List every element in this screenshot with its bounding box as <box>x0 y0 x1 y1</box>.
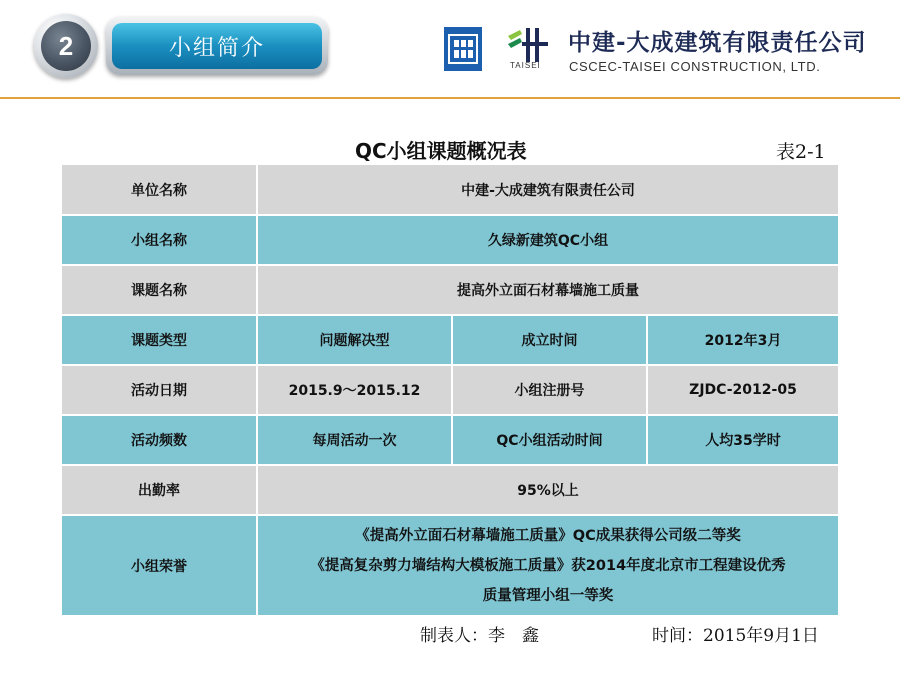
table-title: QC小组课题概况表 <box>355 139 527 163</box>
row-value-2: 2012年3月 <box>647 315 839 365</box>
row-label: 活动频数 <box>61 415 257 465</box>
table-row <box>61 215 839 265</box>
row-key-2: 小组注册号 <box>452 365 647 415</box>
row-value: 提高外立面石材幕墙施工质量 <box>257 265 839 315</box>
taisei-label: TAISEI <box>510 61 541 70</box>
row-value: 中建-大成建筑有限责任公司 <box>257 164 839 215</box>
row-label: 课题名称 <box>61 265 257 315</box>
table-row <box>61 265 839 315</box>
honor-line: 《提高复杂剪力墙结构大模板施工质量》获2014年度北京市工程建设优秀 <box>310 557 786 574</box>
table-row <box>61 365 839 415</box>
qc-overview-table <box>60 163 840 617</box>
row-value: 95%以上 <box>257 465 839 515</box>
table-maker: 制表人：李 鑫 <box>420 626 539 646</box>
cscec-logo-icon <box>448 34 478 64</box>
section-number-badge <box>34 14 98 78</box>
table-row <box>61 164 839 215</box>
table-row <box>61 465 839 515</box>
table-row <box>61 315 839 365</box>
row-label: 小组名称 <box>61 215 257 265</box>
honor-line: 质量管理小组一等奖 <box>482 587 614 604</box>
row-label: 出勤率 <box>61 465 257 515</box>
row-key-2: 成立时间 <box>452 315 647 365</box>
row-label: 小组荣誉 <box>61 515 257 616</box>
table-row <box>61 515 839 616</box>
cscec-logo <box>444 27 482 71</box>
header-divider <box>0 97 900 99</box>
company-name-en: CSCEC-TAISEI CONSTRUCTION, LTD. <box>569 59 821 74</box>
table-date: 时间：2015年9月1日 <box>652 626 819 646</box>
row-value-1: 2015.9～2015.12 <box>257 365 452 415</box>
honors-cell <box>257 515 839 616</box>
section-title: 小组简介 <box>112 23 322 69</box>
table-code: 表2-1 <box>776 141 826 163</box>
row-key-2: QC小组活动时间 <box>452 415 647 465</box>
row-value-1: 每周活动一次 <box>257 415 452 465</box>
row-label: 单位名称 <box>61 164 257 215</box>
row-value: 久绿新建筑QC小组 <box>257 215 839 265</box>
company-name-cn: 中建-大成建筑有限责任公司 <box>568 30 867 56</box>
section-number: 2 <box>41 21 91 71</box>
row-value-2: ZJDC-2012-05 <box>647 365 839 415</box>
section-title-tab[interactable] <box>106 17 328 75</box>
row-value-2: 人均35学时 <box>647 415 839 465</box>
table-row <box>61 415 839 465</box>
row-label: 活动日期 <box>61 365 257 415</box>
honor-line: 《提高外立面石材幕墙施工质量》QC成果获得公司级二等奖 <box>355 527 741 544</box>
row-value-1: 问题解决型 <box>257 315 452 365</box>
row-label: 课题类型 <box>61 315 257 365</box>
